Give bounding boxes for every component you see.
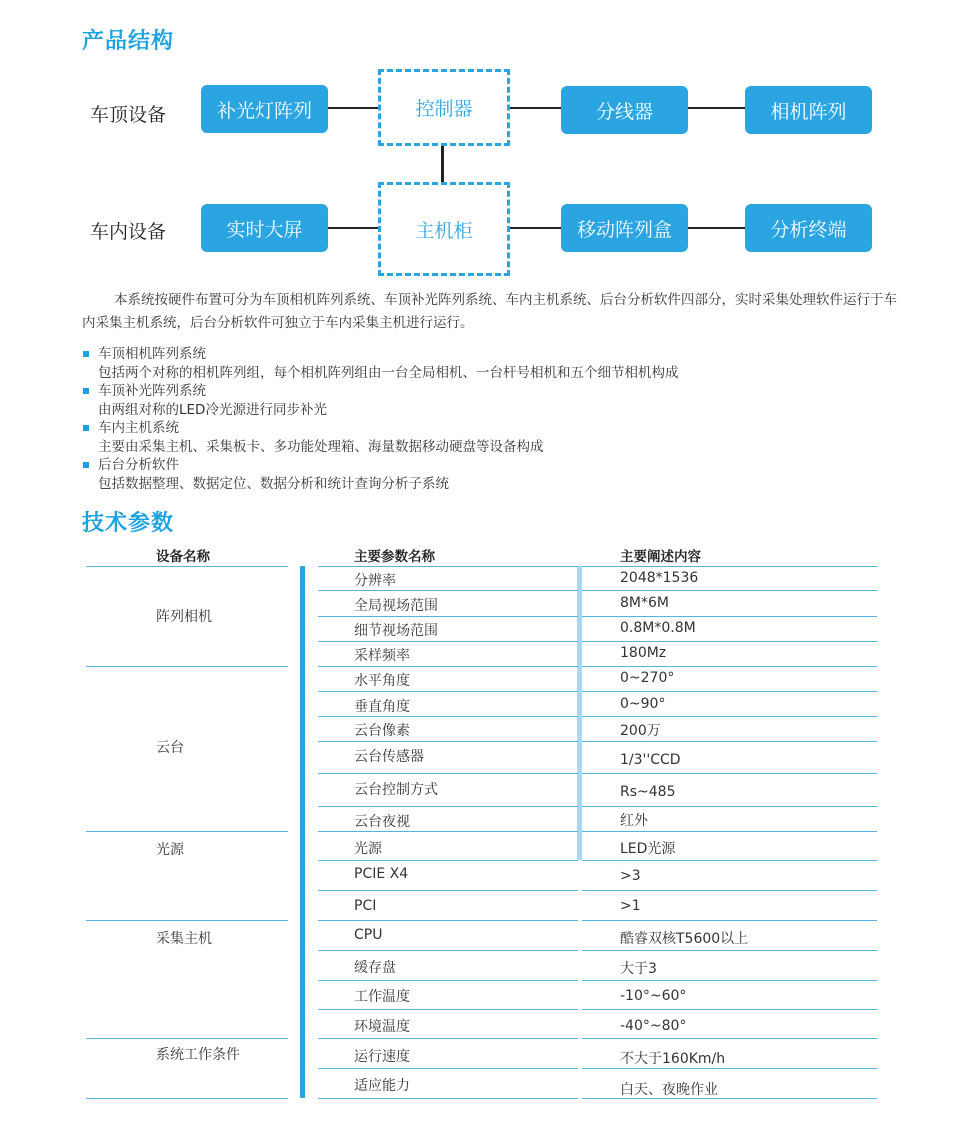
table-divider — [318, 691, 578, 692]
table-divider — [582, 641, 877, 642]
table-divider — [582, 1009, 877, 1010]
param-name: 缓存盘 — [354, 960, 396, 976]
node-realtime-screen: 实时大屏 — [201, 204, 328, 252]
list-item-desc: 包括数据整理、数据定位、数据分析和统计查询分析子系统 — [98, 475, 449, 492]
connector-line — [328, 227, 380, 229]
table-divider — [318, 773, 578, 774]
list-item — [82, 456, 902, 493]
list-item-title: 车顶补光阵列系统 — [98, 383, 206, 399]
param-name: 垂直角度 — [354, 699, 410, 715]
connector-line — [508, 107, 562, 109]
table-divider — [318, 566, 578, 567]
param-value: LED光源 — [620, 841, 676, 857]
table-divider — [318, 890, 578, 891]
param-name: PCI — [354, 898, 377, 914]
table-divider — [318, 1098, 578, 1099]
table-divider — [86, 1038, 288, 1039]
bullet-icon — [83, 462, 89, 468]
intro-paragraph: 本系统按硬件布置可分为车顶相机阵列系统、车顶补光阵列系统、车内主机系统、后台分析软件四部分，实时采集处理软件运行于车内采集主机系统，后台分析软件可独立于车内采集主机进行运行。 — [82, 292, 897, 331]
param-name: 工作温度 — [354, 989, 410, 1005]
system-list — [82, 345, 902, 493]
list-item — [82, 345, 902, 382]
connector-line — [508, 227, 562, 229]
table-divider — [582, 773, 877, 774]
table-divider — [582, 691, 877, 692]
param-value: 大于3 — [620, 961, 657, 977]
table-divider — [318, 590, 578, 591]
node-splitter: 分线器 — [561, 86, 688, 134]
list-item-desc: 包括两个对称的相机阵列组，每个相机阵列组由一台全局相机、一台杆号相机和五个细节相机构成 — [98, 364, 679, 381]
param-value: >1 — [620, 898, 641, 914]
table-divider — [86, 566, 288, 567]
node-host-cabinet: 主机柜 — [378, 182, 510, 276]
list-item-title: 车顶相机阵列系统 — [98, 346, 206, 362]
param-value: 0~270° — [620, 670, 675, 686]
table-divider — [86, 831, 288, 832]
list-item-desc: 由两组对称的LED冷光源进行同步补光 — [98, 401, 327, 418]
category-label: 采集主机 — [156, 931, 212, 947]
connector-line — [688, 107, 746, 109]
section-title-structure: 产品结构 — [82, 29, 175, 54]
param-value: 0~90° — [620, 696, 666, 712]
param-value: -40°~80° — [620, 1018, 687, 1034]
table-divider — [318, 1009, 578, 1010]
param-name: 云台控制方式 — [354, 782, 438, 798]
table-divider — [582, 950, 877, 951]
category-label: 云台 — [156, 740, 184, 756]
node-controller: 控制器 — [378, 69, 510, 146]
table-divider — [582, 566, 877, 567]
param-value: Rs~485 — [620, 784, 676, 800]
table-divider — [582, 980, 877, 981]
category-label: 阵列相机 — [156, 609, 212, 625]
table-accent-bar — [577, 566, 582, 860]
param-name: 全局视场范围 — [354, 598, 438, 614]
table-divider — [318, 806, 578, 807]
param-value: 8M*6M — [620, 595, 669, 611]
connector-line — [328, 107, 380, 109]
param-name: 运行速度 — [354, 1049, 410, 1065]
table-divider — [582, 741, 877, 742]
node-analysis-terminal: 分析终端 — [745, 204, 872, 252]
connector-line — [441, 144, 444, 184]
list-item-title: 后台分析软件 — [98, 457, 179, 473]
param-value: 180Mz — [620, 645, 667, 661]
param-name: 光源 — [354, 841, 382, 857]
param-value: 1/3''CCD — [620, 752, 681, 768]
table-divider — [582, 890, 877, 891]
param-name: PCIE X4 — [354, 866, 409, 882]
table-divider — [582, 666, 877, 667]
param-value: 0.8M*0.8M — [620, 620, 696, 636]
table-divider — [582, 860, 877, 861]
table-divider — [318, 1068, 578, 1069]
list-item — [82, 382, 902, 419]
param-value: 酷睿双核T5600以上 — [620, 931, 749, 947]
row-label-cabin: 车内设备 — [90, 221, 167, 243]
table-divider — [86, 1098, 288, 1099]
param-name: 适应能力 — [354, 1078, 410, 1094]
table-divider — [582, 616, 877, 617]
table-divider — [318, 950, 578, 951]
table-divider — [582, 1038, 877, 1039]
section-title-tech: 技术参数 — [82, 511, 175, 536]
column-header-device: 设备名称 — [156, 549, 210, 565]
param-name: 采样频率 — [354, 648, 410, 664]
table-divider — [318, 741, 578, 742]
node-mobile-array-box: 移动阵列盒 — [561, 204, 688, 252]
table-divider — [318, 616, 578, 617]
param-name: 云台像素 — [354, 723, 410, 739]
table-divider — [582, 831, 877, 832]
param-value: 不大于160Km/h — [620, 1051, 726, 1067]
table-divider — [318, 716, 578, 717]
param-name: 分辨率 — [354, 573, 396, 589]
table-divider — [86, 666, 288, 667]
bullet-icon — [83, 351, 89, 357]
table-divider — [582, 806, 877, 807]
param-value: 红外 — [620, 813, 648, 829]
param-name: 水平角度 — [354, 673, 410, 689]
param-value: 200万 — [620, 723, 661, 739]
param-name: 环境温度 — [354, 1019, 410, 1035]
param-value: -10°~60° — [620, 988, 687, 1004]
table-divider — [318, 920, 578, 921]
param-name: 云台夜视 — [354, 814, 410, 830]
param-name: 细节视场范围 — [354, 623, 438, 639]
table-divider — [318, 831, 578, 832]
table-divider — [318, 641, 578, 642]
table-accent-bar — [300, 566, 305, 1098]
table-divider — [582, 716, 877, 717]
node-camera-array: 相机阵列 — [745, 86, 872, 134]
table-divider — [86, 920, 288, 921]
param-value: >3 — [620, 868, 641, 884]
table-divider — [318, 666, 578, 667]
category-label: 系统工作条件 — [156, 1047, 240, 1063]
table-divider — [318, 980, 578, 981]
table-divider — [318, 860, 578, 861]
param-value: 白天、夜晚作业 — [620, 1082, 718, 1098]
bullet-icon — [83, 388, 89, 394]
list-item — [82, 419, 902, 456]
table-divider — [318, 1038, 578, 1039]
param-value: 2048*1536 — [620, 570, 699, 586]
param-name: CPU — [354, 927, 383, 943]
category-label: 光源 — [156, 842, 184, 858]
list-item-title: 车内主机系统 — [98, 420, 179, 436]
table-divider — [582, 920, 877, 921]
row-label-roof: 车顶设备 — [90, 104, 167, 126]
connector-line — [688, 227, 746, 229]
table-divider — [582, 1068, 877, 1069]
list-item-desc: 主要由采集主机、采集板卡、多功能处理箱、海量数据移动硬盘等设备构成 — [98, 438, 544, 455]
param-name: 云台传感器 — [354, 749, 424, 765]
table-divider — [582, 590, 877, 591]
column-header-content: 主要阐述内容 — [620, 549, 701, 565]
column-header-param: 主要参数名称 — [354, 549, 435, 565]
bullet-icon — [83, 425, 89, 431]
node-fill-light-array: 补光灯阵列 — [201, 85, 328, 133]
